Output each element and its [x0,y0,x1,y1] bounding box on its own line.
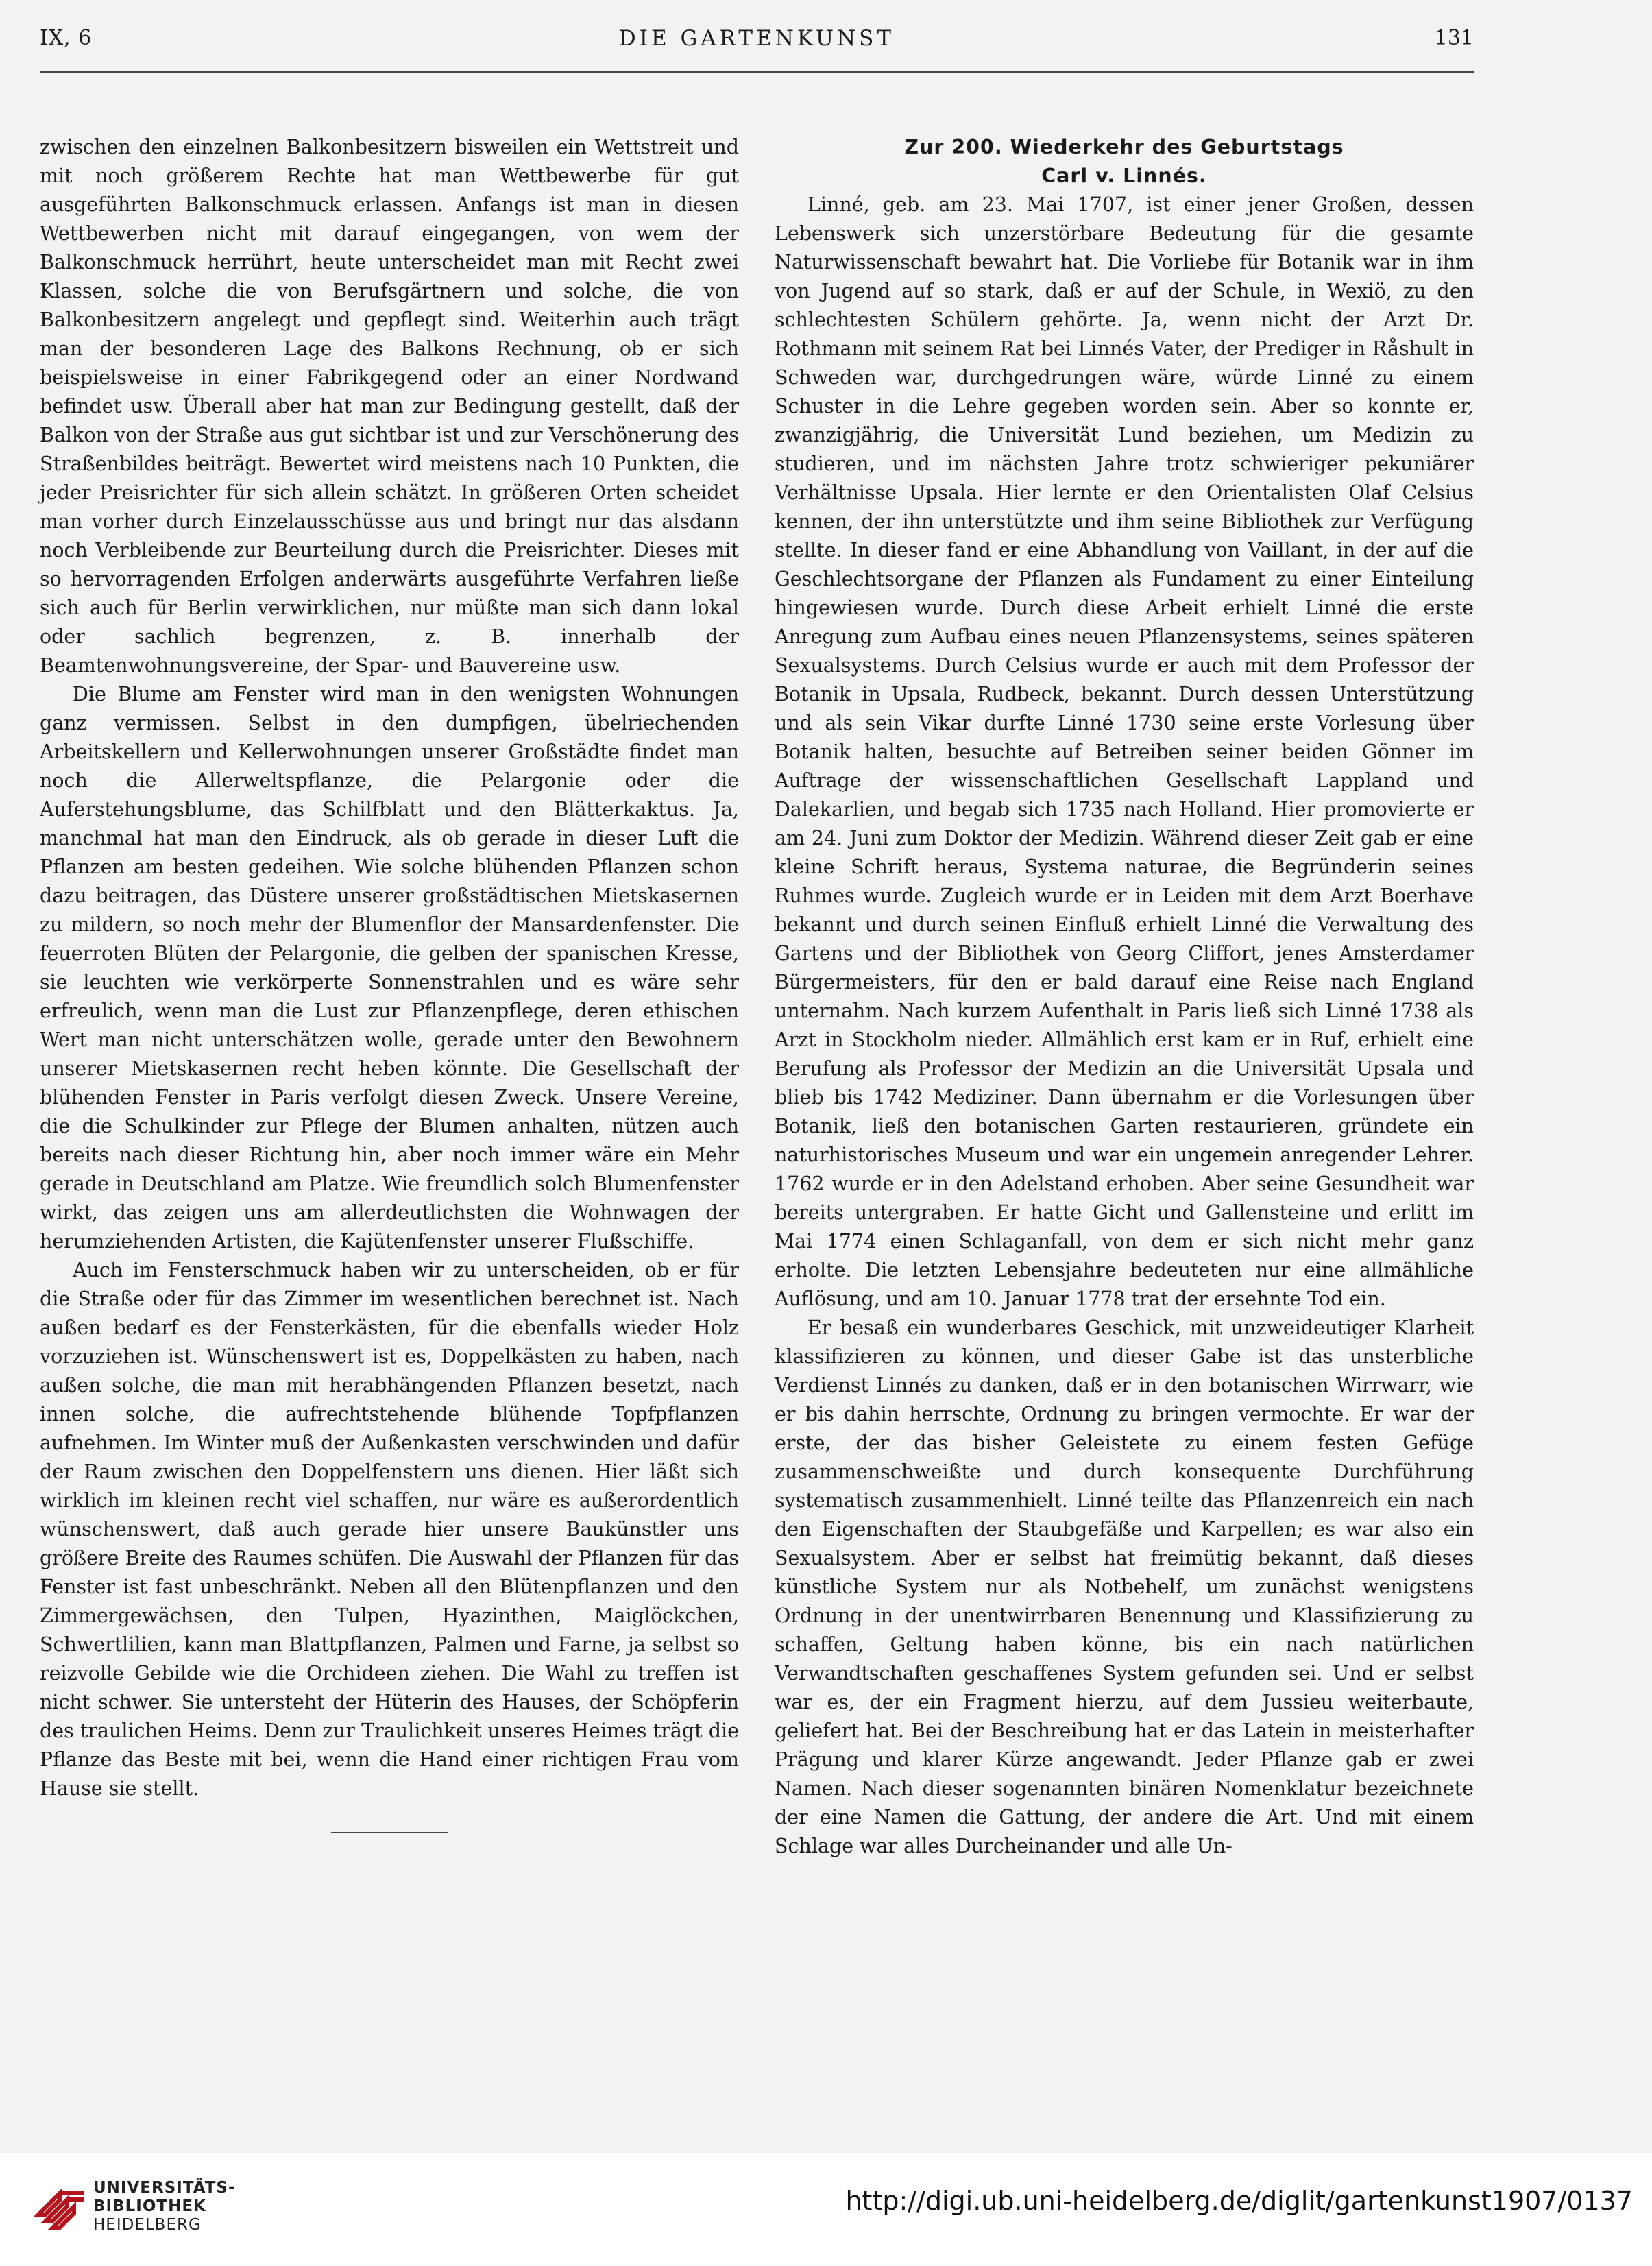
left-paragraph-2: Die Blume am Fenster wird man in den wenigsten Wohnungen ganz vermissen. Selbst in den dumpfigen, übelriechenden Arbeitskellern und Kellerwohnungen unserer Großstädte findet man noch die Allerweltspflanze, die Pelargonie oder die Auferstehungsblume, das Schilfblatt und den Blätterkaktus. Ja, manchmal hat man den Eindruck, als ob gerade in dieser Luft die Pflanzen am besten gedeihen. Wie solche blühenden Pflanzen schon dazu beitragen, das Düstere unserer großstädtischen Mietskasernen zu mildern, so noch mehr der Blumenflor der Mansardenfenster. Die feuerroten Blüten der Pelargonie, die gelben der spanischen Kresse, sie leuchten wie verkörperte Sonnenstrahlen und es wäre sehr erfreulich, wenn man die Lust zur Pflanzenpflege, deren ethischen Wert man nicht unterschätzen wolle, gerade unter den Bewohnern unserer Mietskasernen recht heben könnte. Die Gesellschaft der blühenden Fenster in Paris verfolgt diesen Zweck. Unsere Vereine, die die Schulkinder zur Pflege der Blumen anhalten, nützen auch bereits nach dieser Richtung hin, aber noch immer wäre ein Mehr gerade in Deutschland am Platze. Wie freundlich solch Blumenfenster wirkt, das zeigen uns am allerdeutlichsten die Wohnwagen der herumziehenden Artisten, die Kajütenfenster unserer Flußschiffe. [40,683,739,1253]
article-title [775,133,1474,191]
library-logo-icon [33,2167,89,2235]
section-end-rule [331,1832,448,1833]
library-name-line-2: BIBLIOTHEK [93,2197,206,2215]
right-paragraph-1: Linné, geb. am 23. Mai 1707, ist einer jener Großen, dessen Lebenswerk sich unzerstörbare Bedeutung für die gesamte Naturwissenschaft bewahrt hat. Die Vorliebe für Botanik war in ihm von Jugend auf so stark, daß er auf der Schule, in Wexiö, zu den schlechtesten Schülern gehörte. Ja, wenn nicht der Arzt Dr. Rothmann mit seinem Rat bei Linnés Vater, der Prediger in Råshult in Schweden war, durchgedrungen wäre, würde Linné zu einem Schuster in die Lehre gegeben worden sein. Aber so konnte er, zwanzigjährig, die Universität Lund beziehen, um Medizin zu studieren, und im nächsten Jahre trotz schwieriger pekuniärer Verhältnisse Upsala. Hier lernte er den Orientalisten Olaf Celsius kennen, der ihn unterstützte und ihm seine Bibliothek zur Verfügung stellte. In dieser fand er eine Abhandlung von Vaillant, in der auf die Geschlechtsorgane der Pflanzen als Fundament zu einer Einteilung hingewiesen wurde. Durch diese Arbeit erhielt Linné die erste Anregung zum Aufbau eines neuen Pflanzensystems, seines späteren Sexualsystems. Durch Celsius wurde er auch mit dem Professor der Botanik in Upsala, Rudbeck, bekannt. Durch dessen Unterstützung und als sein Vikar durfte Linné 1730 seine erste Vorlesung über Botanik halten, besuchte auf Betreiben seiner beiden Gönner im Auftrage der wissenschaftlichen Gesellschaft Lappland und Dalekarlien, und begab sich 1735 nach Holland. Hier promovierte er am 24. Juni zum Doktor der Medizin. Während dieser Zeit gab er eine kleine Schrift heraus, Systema naturae, die Begründerin seines Ruhmes wurde. Zugleich wurde er in Leiden mit dem Arzt Boerhave bekannt und durch seinen Einfluß erhielt Linné die Verwaltung des Gartens und der Bibliothek von Georg Cliffort, jenes Amsterdamer Bürgermeisters, für den er bald darauf eine Reise nach England unternahm. Nach kurzem Aufenthalt in Paris ließ sich Linné 1738 als Arzt in Stockholm nieder. Allmählich erst kam er in Ruf, erhielt eine Berufung als Professor der Medizin an die Universität Upsala und blieb bis 1742 Mediziner. Dann übernahm er die Vorlesungen über Botanik, ließ den botanischen Garten restaurieren, gründete ein naturhistorisches Museum und war ein ungemein anregender Lehrer. 1762 wurde er in den Adelstand erhoben. Aber seine Gesundheit war bereits untergraben. Er hatte Gicht und Gallensteine und erlitt im Mai 1774 einen Schlaganfall, von dem er sich nicht mehr ganz erholte. Die letzten Lebensjahre bedeuteten nur eine allmähliche Auflösung, und am 10. Januar 1778 trat der ersehnte Tod ein. [775,193,1474,1310]
volume-number: IX, 6 [40,26,93,50]
right-column [775,133,1474,1861]
journal-title: DIE GARTENKUNST [618,26,895,51]
left-paragraph-3: Auch im Fensterschmuck haben wir zu unterscheiden, ob er für die Straße oder für das Zimmer im wesentlichen berechnet ist. Nach außen bedarf es der Fensterkästen, für die ebenfalls wieder Holz vorzuziehen ist. Wünschenswert ist es, Doppelkästen zu haben, nach außen solche, die man mit herabhängenden Pflanzen besetzt, nach innen solche, die aufrechtstehende blühende Topfpflanzen aufnehmen. Im Winter muß der Außenkasten verschwinden und dafür der Raum zwischen den Doppelfenstern uns dienen. Hier läßt sich wirklich im kleinen recht viel schaffen, nur wäre es außerordentlich wünschenswert, daß auch gerade hier unsere Baukünstler uns größere Breite des Raumes schüfen. Die Auswahl der Pflanzen für das Fenster ist fast unbeschränkt. Neben all den Blütenpflanzen und den Zimmergewächsen, den Tulpen, Hyazinthen, Maiglöckchen, Schwertlilien, kann man Blattpflanzen, Palmen und Farne, ja selbst so reizvolle Gebilde wie die Orchideen ziehen. Die Wahl zu treffen ist nicht schwer. Sie untersteht der Hüterin des Hauses, der Schöpferin des traulichen Heims. Denn zur Traulichkeit unseres Heimes trägt die Pflanze das Beste mit bei, wenn die Hand einer richtigen Frau vom Hause sie stellt. [40,1259,739,1800]
left-column [40,133,739,1833]
page-number: 131 [1434,26,1474,50]
header-rule [40,71,1474,73]
page-header [40,26,1474,58]
article-title-line-1: Zur 200. Wiederkehr des Geburtstags [904,136,1344,158]
library-name [93,2179,236,2234]
source-url-link[interactable]: http://digi.ub.uni-heidelberg.de/diglit/gartenkunst1907/0137 [845,2186,1633,2216]
left-paragraph-1: zwischen den einzelnen Balkonbesitzern bisweilen ein Wettstreit und mit noch größerem Rechte hat man Wettbewerbe für gut ausgeführten Balkonschmuck erlassen. Anfangs ist man in diesen Wettbewerben nicht mit darauf eingegangen, von wem der Balkonschmuck herrührt, heute unterscheidet man mit Recht zwei Klassen, solche die von Berufsgärtnern und solche, die von Balkonbesitzern angelegt und gepflegt sind. Weiterhin auch trägt man der besonderen Lage des Balkons Rechnung, ob er sich beispielsweise in einer Fabrikgegend oder an einer Nordwand befindet usw. Überall aber hat man zur Bedingung gestellt, daß der Balkon von der Straße aus gut sichtbar ist und zur Verschönerung des Straßenbildes beiträgt. Bewertet wird meistens nach 10 Punkten, die jeder Preisrichter für sich allein schätzt. In größeren Orten scheidet man vorher durch Einzelausschüsse aus und bringt nur das alsdann noch Verbleibende zur Beurteilung durch die Preisrichter. Dieses mit so hervorragenden Erfolgen anderwärts ausgeführte Verfahren ließe sich auch für Berlin verwirklichen, nur müßte man sich dann lokal oder sachlich begrenzen, z. B. innerhalb der Beamtenwohnungsvereine, der Spar- und Bauvereine usw. [40,136,739,677]
library-name-line-1: UNIVERSITÄTS- [93,2179,236,2197]
library-name-line-3: HEIDELBERG [93,2216,202,2234]
footer-bar [0,2153,1652,2266]
right-paragraph-2: Er besaß ein wunderbares Geschick, mit unzweideutiger Klarheit klassifizieren zu können, und dieser Gabe ist das unsterbliche Verdienst Linnés zu danken, daß er in den botanischen Wirrwarr, wie er bis dahin herrschte, Ordnung zu bringen vermochte. Er war der erste, der das bisher Geleistete zu einem festen Gefüge zusammenschweißte und durch konsequente Durchführung systematisch zusammenhielt. Linné teilte das Pflanzenreich ein nach den Eigenschaften der Staubgefäße und Karpellen; es war also ein Sexualsystem. Aber er selbst hat freimütig bekannt, daß dieses künstliche System nur als Notbehelf, um zunächst wenigstens Ordnung in der unentwirrbaren Benennung und Klassifizierung zu schaffen, Geltung haben könne, bis ein nach natürlichen Verwandtschaften geschaffenes System gefunden sei. Und er selbst war es, der ein Fragment hierzu, auf dem Jussieu weiterbaute, geliefert hat. Bei der Beschreibung hat er das Latein in meisterhafter Prägung und klarer Kürze angewandt. Jeder Pflanze gab er zwei Namen. Nach dieser sogenannten binären Nomenklatur bezeichnete der eine Namen die Gattung, der andere die Art. Und mit einem Schlage war alles Durcheinander und alle Un- [775,1316,1474,1857]
article-title-line-2: Carl v. Linnés. [1041,165,1207,187]
